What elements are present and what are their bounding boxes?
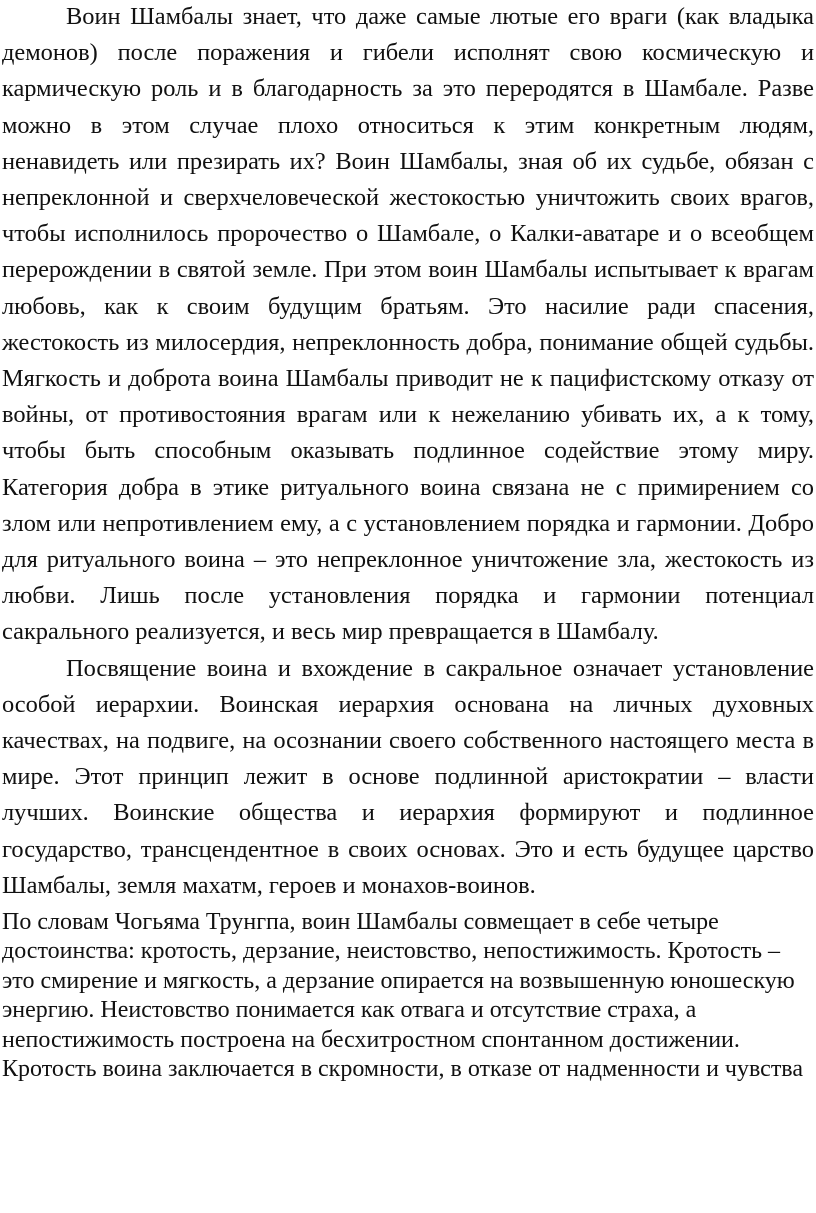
paragraph-shambhala-warrior: Воин Шамбалы знает, что даже самые лютые его враги (как владыка демонов) после поражения и гибели исполнят свою космическую и кармическую роль и в благодарность за это переродятся в Шамбале. Разве можно в этом случае плохо относиться к этим конкретным людям, ненавидеть или презирать их? Воин Шамбалы, зная об их судьбе, обязан с непреклонной и сверхчеловеческой жестокостью уничтожить своих врагов, чтобы исполнилось пророчество о Шамбале, о Калки-аватаре и о всеобщем перерождении в святой земле. При этом воин Шамбалы испытывает к врагам любовь, как к своим будущим братьям. Это насилие ради спасения, жестокость из милосердия, непреклонность добра, понимание общей судьбы. Мягкость и доброта воина Шамбалы приводит не к пацифистскому отказу от войны, от противостояния врагам или к нежеланию убивать их, а к тому, чтобы быть способным оказывать подлинное содействие этому миру. Категория добра в этике ритуального воина связана не с примирением со злом или непротивлением ему, а с установлением порядка и гармонии. Добро для ритуального воина – это непреклонное уничтожение зла, жестокость из любви. Лишь после установления порядка и гармонии потенциал сакрального реализуется, и весь мир превращается в Шамбалу. (2, 3, 814, 646)
paragraph-warrior-hierarchy: Посвящение воина и вхождение в сакральное означает установление особой иерархии. Воинская иерархия основана на личных духовных качествах, на подвиге, на осознании своего собственного настоящего места в мире. Этот принцип лежит в основе подлинной аристократии – власти лучших. Воинские общества и иерархия формируют и подлинное государство, трансцендентное в своих основах. Это и есть будущее царство Шамбалы, земля махатм, героев и монахов-воинов. (2, 654, 814, 899)
paragraph-four-virtues: По словам Чогьяма Трунгпа, воин Шамбалы совмещает в себе четыре достоинства: кротость, дерзание, неистовство, непостижимость. Кротость – это смирение и мягкость, а дерзание опирается на возвышенную юношескую энергию. Неистовство понимается как отвага и отсутствие страха, а непостижимость построена на бесхитростном спонтанном достижении. Кротость воина заключается в скромности, в отказе от надменности и чувства (2, 909, 803, 1083)
